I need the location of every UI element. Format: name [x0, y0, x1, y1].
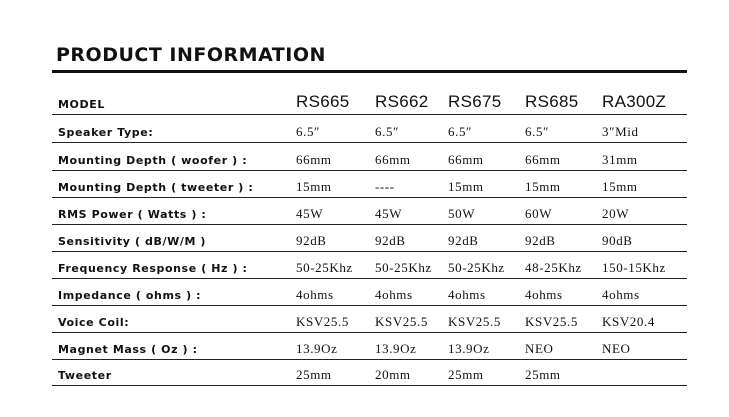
row-label: RMS Power ( Watts ) :	[58, 208, 207, 221]
table-cell: 25mm	[296, 367, 332, 382]
table-cell: 15mm	[525, 179, 561, 194]
table-cell: 15mm	[602, 179, 638, 194]
table-row	[52, 305, 687, 333]
row-label: Magnet Mass ( Oz ) :	[58, 343, 198, 356]
table-cell: 66mm	[525, 152, 561, 167]
table-cell: ----	[375, 179, 395, 194]
page-title: PRODUCT INFORMATION	[56, 44, 326, 66]
row-label: Speaker Type:	[58, 126, 154, 139]
table-cell: 6.5″	[448, 124, 473, 139]
row-label: Mounting Depth ( woofer ) :	[58, 154, 248, 167]
row-label: Sensitivity ( dB/W/M )	[58, 235, 207, 248]
table-cell: 13.9Oz	[375, 341, 417, 356]
table-cell: 25mm	[448, 367, 484, 382]
table-cell: 92dB	[375, 233, 406, 248]
table-cell: 48-25Khz	[525, 260, 582, 275]
table-cell: 4ohms	[602, 287, 640, 302]
row-label: Mounting Depth ( tweeter ) :	[58, 181, 254, 194]
table-cell: 6.5″	[375, 124, 400, 139]
header-label: MODEL	[58, 98, 105, 111]
table-cell: 50-25Khz	[448, 260, 505, 275]
table-cell: 60W	[525, 206, 553, 221]
table-cell: KSV25.5	[525, 314, 578, 329]
model-name: RS665	[296, 92, 350, 111]
table-cell: 50-25Khz	[296, 260, 353, 275]
table-cell: 45W	[296, 206, 324, 221]
table-cell: KSV25.5	[448, 314, 501, 329]
table-cell: 13.9Oz	[448, 341, 490, 356]
table-cell: KSV25.5	[375, 314, 428, 329]
table-cell: 15mm	[448, 179, 484, 194]
table-row	[52, 332, 687, 360]
row-label: Voice Coil:	[58, 316, 130, 329]
table-row	[52, 251, 687, 279]
table-cell: 150-15Khz	[602, 260, 666, 275]
table-row	[52, 278, 687, 306]
table-cell: 31mm	[602, 152, 638, 167]
table-cell: 90dB	[602, 233, 633, 248]
table-cell: 20mm	[375, 367, 411, 382]
table-cell: 45W	[375, 206, 403, 221]
table-cell: 66mm	[375, 152, 411, 167]
table-cell: 20W	[602, 206, 630, 221]
table-cell: NEO	[602, 341, 631, 356]
table-row	[52, 197, 687, 225]
table-cell: 13.9Oz	[296, 341, 338, 356]
table-cell: 4ohms	[375, 287, 413, 302]
table-cell: 92dB	[448, 233, 479, 248]
model-name: RS662	[375, 92, 429, 111]
table-cell: KSV20.4	[602, 314, 655, 329]
table-cell: 6.5″	[296, 124, 321, 139]
table-cell: NEO	[525, 341, 554, 356]
table-cell: 66mm	[448, 152, 484, 167]
row-label: Tweeter	[58, 369, 112, 382]
header-row	[52, 87, 687, 115]
table-cell: 25mm	[525, 367, 561, 382]
table-cell: 15mm	[296, 179, 332, 194]
table-cell: 92dB	[525, 233, 556, 248]
table-row	[52, 224, 687, 252]
table-cell: 50-25Khz	[375, 260, 432, 275]
title-divider	[52, 70, 687, 73]
table-cell: 4ohms	[296, 287, 334, 302]
table-cell: 6.5″	[525, 124, 550, 139]
model-name: RS675	[448, 92, 502, 111]
table-cell: 4ohms	[525, 287, 563, 302]
table-cell: 4ohms	[448, 287, 486, 302]
model-name: RS685	[525, 92, 579, 111]
model-name: RA300Z	[602, 92, 667, 111]
row-label: Impedance ( ohms ) :	[58, 289, 202, 302]
table-cell: KSV25.5	[296, 314, 349, 329]
table-row	[52, 115, 687, 143]
table-cell: 50W	[448, 206, 476, 221]
table-cell: 66mm	[296, 152, 332, 167]
table-cell: 92dB	[296, 233, 327, 248]
row-label: Frequency Response ( Hz ) :	[58, 262, 248, 275]
table-row	[52, 358, 687, 386]
table-row	[52, 170, 687, 198]
table-cell: 3″Mid	[602, 124, 639, 139]
table-row	[52, 143, 687, 171]
